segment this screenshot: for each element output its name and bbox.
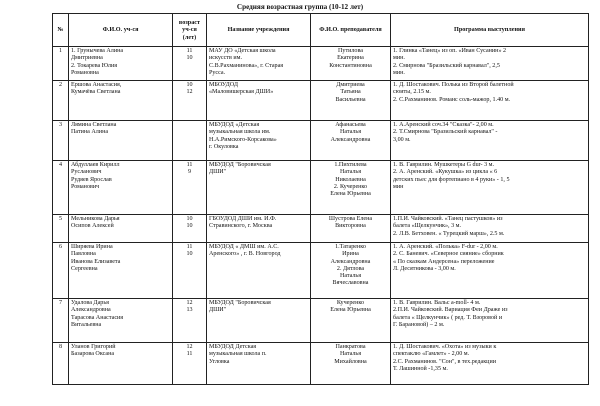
- performance-program-line: Л. Десятникова - 3,00 м.: [393, 265, 456, 272]
- table-row: [53, 47, 589, 81]
- student-names-line: 2. Токарева Юлия: [71, 62, 118, 69]
- performance-program-line: 2.П.И. Чайковский. Вариация Феи Драже из: [393, 307, 508, 314]
- teacher-name-line: Николаевна: [335, 176, 366, 183]
- student-ages-line: 11: [186, 351, 193, 358]
- teacher-name-line: Викторовна: [335, 223, 366, 230]
- student-names: [69, 47, 173, 81]
- performance-program-line: спектаклю «Гамлет» - 2,00 м.: [393, 351, 470, 358]
- teacher-name-line: Наталья: [339, 169, 362, 176]
- student-names-line: Кумачёва Светлана: [71, 89, 121, 96]
- institution-name: [207, 121, 311, 161]
- performance-program-line: 1. Д. Шостакович. Полька из Второй балетной: [393, 82, 514, 88]
- performance-program-line: 1. А. Аренский. «Полька» F-dur - 2,00 м.: [393, 244, 498, 250]
- performance-program: [391, 81, 589, 121]
- institution-name: [207, 299, 311, 343]
- teacher-name-line: Путилова: [338, 48, 363, 54]
- teacher-name-line: 2. Кучеренко: [333, 183, 368, 190]
- student-ages-line: 10: [186, 55, 193, 62]
- student-names-line: Уланов Григорий: [71, 344, 116, 350]
- student-ages-line: 10: [186, 82, 193, 88]
- institution-name: [207, 343, 311, 385]
- table-header-row: [53, 14, 589, 47]
- institution-name-line: Русса.: [209, 69, 226, 76]
- institution-name: [207, 47, 311, 81]
- performance-program-line: 2. А. Аренский. «Кукушка» из цикла « 6: [393, 169, 498, 176]
- table-row: [53, 243, 589, 299]
- student-ages: [173, 161, 207, 215]
- student-ages-line: 10: [186, 216, 193, 222]
- institution-name-line: г. Окуловка: [209, 143, 239, 150]
- student-names-line: Иванова Елизавета: [71, 258, 121, 265]
- teacher-name: [311, 343, 391, 385]
- student-names: [69, 161, 173, 215]
- performance-program: [391, 215, 589, 243]
- institution-name-line: музыкальная школа п.: [209, 351, 267, 358]
- institution-name: [207, 243, 311, 299]
- student-ages-line: 10: [186, 223, 193, 230]
- teacher-name-line: 1.Пихтилева: [334, 162, 367, 168]
- student-names-line: Ершова Анастасия,: [71, 82, 122, 88]
- institution-name: [207, 215, 311, 243]
- teacher-name-line: Шустрова Елена: [328, 216, 373, 222]
- header-student-name: Ф.И.О. уч-ся: [69, 14, 173, 47]
- teacher-name: [311, 299, 391, 343]
- student-ages-line: 13: [186, 307, 193, 314]
- student-ages: [173, 299, 207, 343]
- teacher-name-line: Екатерина: [337, 55, 364, 62]
- teacher-name-line: Панкратова: [335, 344, 366, 350]
- row-number: 6: [53, 243, 69, 299]
- row-number: 2: [53, 81, 69, 121]
- performance-program: [391, 47, 589, 81]
- student-names-line: Дмитриевна: [71, 55, 103, 62]
- teacher-name-line: Елена Юрьевна: [330, 307, 371, 314]
- performance-program-line: мин.: [393, 69, 405, 76]
- student-names-line: Базарова Оксана: [71, 351, 115, 358]
- institution-name: [207, 161, 311, 215]
- student-names-line: Александровна: [71, 307, 111, 314]
- performance-program-line: Г. Барановой) – 2 м.: [393, 321, 445, 328]
- performance-program-line: 2. Л.В. Бетховен. « Турецкий марш», 2.5 м.: [393, 230, 505, 237]
- institution-name-line: МАУ ДО «Детская школа: [209, 48, 276, 54]
- student-ages-line: 12: [186, 300, 193, 306]
- student-names-line: Тарасова Анастасия: [71, 314, 124, 321]
- performance-program-line: 1. А.Аренский соч.34 "Сказка"- 2,00 м.: [393, 122, 494, 128]
- header-age: возраст уч-ся (лет): [173, 14, 207, 47]
- institution-name-line: Угловка: [209, 358, 230, 365]
- performance-program-line: детских пьес для фортепиано в 4 руки» - 1, 5: [393, 176, 510, 183]
- student-names-line: Ширяева Ирина: [71, 244, 113, 250]
- student-ages: [173, 215, 207, 243]
- row-number: 8: [53, 343, 69, 385]
- student-ages-line: 10: [186, 251, 193, 258]
- performance-program-line: 2. Смирнова "Бразильский карнавал", 2,5: [393, 62, 500, 69]
- student-names-line: 1. Грунычева Алина: [71, 48, 124, 54]
- student-ages: [173, 47, 207, 81]
- teacher-name-line: Наталья: [339, 351, 362, 358]
- teacher-name-line: Наталья: [339, 129, 362, 136]
- student-names-line: Лямина Светлана: [71, 122, 117, 128]
- student-names: [69, 299, 173, 343]
- student-ages: [173, 243, 207, 299]
- student-names-line: Витальевна: [71, 321, 102, 328]
- student-ages: [173, 343, 207, 385]
- teacher-name-line: Дмитриева: [336, 82, 365, 88]
- institution-name-line: С.В.Рахманинова», г. Старая: [209, 62, 284, 69]
- institution-name-line: МБУДОД "Боровичская: [209, 162, 271, 168]
- performance-program-line: балета « Щелкунчик» ( ред. Т. Взоровой и: [393, 314, 503, 321]
- student-names-line: Романовна: [71, 69, 99, 76]
- institution-name-line: Стравинского, г. Москва: [209, 223, 273, 230]
- teacher-name-line: Наталья: [339, 273, 362, 280]
- row-number: 3: [53, 121, 69, 161]
- institution-name-line: ДШИ": [209, 169, 227, 176]
- performance-program-line: мин: [393, 183, 404, 190]
- teacher-name: [311, 161, 391, 215]
- student-names-line: Мельникова Дарья: [71, 216, 120, 222]
- performance-program-line: 1. Д. Шостакович. «Охота» из музыки к: [393, 344, 497, 350]
- student-names-line: Осипов Алексей: [71, 223, 114, 230]
- teacher-name-line: 1.Татаренко: [335, 244, 366, 250]
- institution-name: [207, 81, 311, 121]
- performance-program-line: 2. С. Баневич. «Северное сияние» сборник: [393, 251, 504, 258]
- teacher-name-line: Кучеренко: [336, 300, 365, 306]
- performance-program-line: 1. В. Гаврилин. Мушкетеры G dur- 3 м.: [393, 162, 495, 168]
- institution-name-line: МБУДОД Детская: [209, 344, 257, 350]
- student-ages-line: 12: [186, 344, 193, 350]
- student-names-line: Павловна: [71, 251, 96, 258]
- student-names-line: Патина Алина: [71, 129, 109, 136]
- teacher-name-line: Константиновна: [329, 62, 372, 69]
- table-row: [53, 215, 589, 243]
- student-names: [69, 215, 173, 243]
- performance-program-line: 2. С.Рахманинов. Романс соль-мажор, 1.40 м.: [393, 96, 511, 103]
- performance-program-line: сюиты, 2.15 м.: [393, 89, 431, 96]
- table-row: [53, 161, 589, 215]
- teacher-name: [311, 215, 391, 243]
- institution-name-line: «Маловишерская ДШИ»: [209, 89, 274, 96]
- teacher-name: [311, 121, 391, 161]
- performance-program: [391, 121, 589, 161]
- performance-program-line: 2. Т.Смирнова "Бразильский карнавал" -: [393, 129, 498, 136]
- student-ages-line: 12: [186, 89, 193, 96]
- header-institution: Название учреждения: [207, 14, 311, 47]
- table-row: [53, 299, 589, 343]
- performance-program: [391, 161, 589, 215]
- header-program: Программа выступления: [391, 14, 589, 47]
- teacher-name-line: Михайловна: [334, 358, 367, 365]
- institution-name-line: Аренского» , г. В. Новгород: [209, 251, 281, 258]
- teacher-name: [311, 47, 391, 81]
- student-names-line: Романович: [71, 183, 100, 190]
- row-number: 7: [53, 299, 69, 343]
- performance-program-line: 1.П.И. Чайковский. «Танец пастушков» из: [393, 216, 503, 222]
- institution-name-line: МБОУДОД: [209, 82, 239, 88]
- institution-name-line: МБУДОД «Детская: [209, 122, 260, 128]
- institution-name-line: МБУДОД "Боровичская: [209, 300, 271, 306]
- performance-program-line: « По сказкам Андерсена» переложение: [393, 258, 495, 265]
- teacher-name-line: Афанасьева: [335, 122, 366, 128]
- student-names: [69, 121, 173, 161]
- teacher-name-line: Васильевна: [335, 96, 366, 103]
- teacher-name: [311, 243, 391, 299]
- performance-program-line: 1. Глинка «Танец» из оп. «Иван Сусанин» 2: [393, 48, 507, 54]
- student-names-line: Рудяев Ярослав: [71, 176, 112, 183]
- performance-program-line: 2.С. Рахманинов. "Сон", в тех.редакции: [393, 358, 496, 365]
- row-number: 1: [53, 47, 69, 81]
- student-names-line: Абдуллаев Кирилл: [71, 162, 120, 168]
- student-ages: [173, 81, 207, 121]
- teacher-name-line: Александровна: [330, 136, 371, 143]
- student-names: [69, 81, 173, 121]
- row-number: 4: [53, 161, 69, 215]
- institution-name-line: Н.А.Римского-Корсакова»: [209, 136, 277, 143]
- student-ages-line: 11: [186, 48, 193, 54]
- teacher-name-line: Татьяна: [340, 89, 361, 96]
- performance-program: [391, 343, 589, 385]
- teacher-name-line: Ирина: [342, 251, 359, 258]
- performance-program-line: 1. В. Гаврилин. Вальс a-moll- 4 м.: [393, 300, 481, 306]
- teacher-name-line: Вячеславовна: [332, 280, 369, 287]
- performance-program: [391, 243, 589, 299]
- performance-program-line: балета «Щелкунчик», 3 м.: [393, 223, 462, 230]
- student-names-line: Русланович: [71, 169, 102, 176]
- document-title: Средняя возрастная группа (10-12 лет): [236, 3, 364, 11]
- student-ages-line: 9: [187, 169, 192, 176]
- header-number: №: [53, 14, 69, 47]
- performance-program-line: 3,00 м.: [393, 136, 411, 143]
- table-row: [53, 121, 589, 161]
- participants-table: [52, 13, 589, 385]
- student-names: [69, 343, 173, 385]
- student-ages-line: 11: [186, 162, 193, 168]
- row-number: 5: [53, 215, 69, 243]
- institution-name-line: МБУДОД « ДМШ им. А.С.: [209, 244, 279, 250]
- teacher-name-line: Елена Юрьевна: [330, 191, 371, 198]
- table-row: [53, 81, 589, 121]
- institution-name-line: ГБОУДОД ДШИ им. И.Ф.: [209, 216, 277, 222]
- teacher-name-line: 2. Дятлова: [336, 265, 365, 272]
- performance-program-line: мин.: [393, 55, 405, 62]
- institution-name-line: ДШИ": [209, 307, 227, 314]
- student-names-line: Сергеевна: [71, 265, 98, 272]
- teacher-name-line: Александровна: [330, 258, 371, 265]
- student-ages: [173, 121, 207, 161]
- performance-program: [391, 299, 589, 343]
- teacher-name: [311, 81, 391, 121]
- header-teacher: Ф.И.О. преподавателя: [311, 14, 391, 47]
- student-names: [69, 243, 173, 299]
- student-ages-line: 11: [186, 244, 193, 250]
- institution-name-line: музыкальная школа им.: [209, 129, 271, 136]
- student-names-line: Удалова Дарья: [71, 300, 109, 306]
- performance-program-line: Т. Лашинной -1,35 м.: [393, 365, 448, 372]
- institution-name-line: искусств им.: [209, 55, 243, 62]
- table-row: [53, 343, 589, 385]
